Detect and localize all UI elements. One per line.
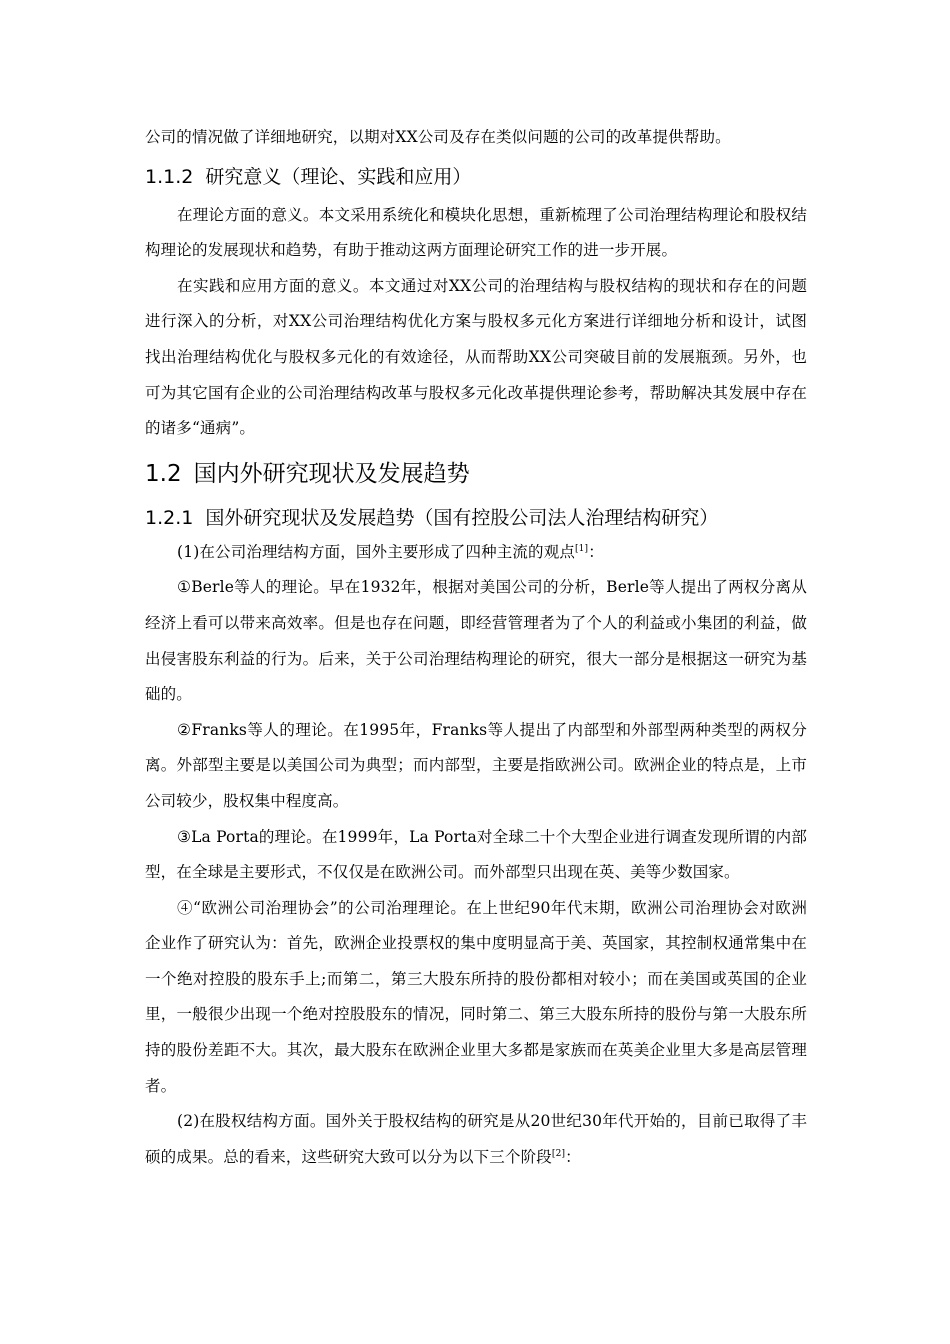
citation-ref-2: [2] [551, 1148, 566, 1159]
section-number: 1.2.1 [145, 506, 194, 529]
document-page [145, 120, 807, 1175]
section-title: 研究意义（理论、实践和应用） [205, 165, 472, 188]
section-heading-1-1-2 [145, 162, 807, 192]
paragraph-theory-significance: 在理论方面的意义。本文采用系统化和模块化思想，重新梳理了公司治理结构理论和股权结构理论的发展现状和趋势，有助于推动这两方面理论研究工作的进一步开展。 [145, 205, 807, 260]
paragraph-intro-continuation: 公司的情况做了详细地研究，以期对XX公司及存在类似问题的公司的改革提供帮助。 [145, 128, 731, 146]
paragraph-laporta-theory: ③La Porta的理论。在1999年，La Porta对全球二十个大型企业进行调查发现所谓的内部型，在全球是主要形式，不仅仅是在欧洲公司。而外部型只出现在英、美等少数国家。 [145, 827, 807, 882]
paragraph-punct: ： [565, 1147, 581, 1166]
section-title: 国内外研究现状及发展趋势 [193, 460, 470, 487]
paragraph-ecgi-theory: ④“欧洲公司治理协会”的公司治理理论。在上世纪90年代末期，欧洲公司治理协会对欧洲企业作了研究认为：首先，欧洲企业投票权的集中度明显高于美、英国家，其控制权通常集中在一个绝对控股的股东手上;而第二，第三大股东所持的股份都相对较小；而在美国或英国的企业里，一般很少出现一个绝对控股股东的情况，同时第二、第三大股东所持的股份与第一大股东所持的股份差距不大。其次，最大股东在欧洲企业里大多都是家族而在英美企业里大多是高层管理者。 [145, 898, 807, 1095]
paragraph-text: (2)在股权结构方面。国外关于股权结构的研究是从20世纪30年代开始的，目前已取得了丰硕的成果。总的看来，这些研究大致可以分为以下三个阶段 [145, 1112, 807, 1166]
section-number: 1.2 [145, 460, 182, 487]
section-title: 国外研究现状及发展趋势（国有控股公司法人治理结构研究） [205, 506, 719, 529]
paragraph-punct: ： [588, 542, 604, 561]
citation-ref-1: [1] [575, 543, 589, 554]
section-heading-1-2-1 [145, 503, 807, 533]
paragraph-text: (1)在公司治理结构方面，国外主要形成了四种主流的观点 [177, 542, 576, 561]
paragraph-ownership-structure [145, 1104, 807, 1175]
paragraph-franks-theory: ②Franks等人的理论。在1995年，Franks等人提出了内部型和外部型两种类型的两权分离。外部型主要是以美国公司为典型；而内部型，主要是指欧洲公司。欧洲企业的特点是，上市公司较少，股权集中程度高。 [145, 720, 807, 810]
paragraph-practice-significance: 在实践和应用方面的意义。本文通过对XX公司的治理结构与股权结构的现状和存在的问题进行深入的分析，对XX公司治理结构优化方案与股权多元化方案进行详细地分析和设计，试图找出治理结构优化与股权多元化的有效途径，从而帮助XX公司突破目前的发展瓶颈。另外，也可为其它国有企业的公司治理结构改革与股权多元化改革提供理论参考，帮助解决其发展中存在的诸多“通病”。 [145, 276, 807, 438]
paragraph-governance-views [145, 535, 807, 571]
section-heading-1-2 [145, 457, 807, 491]
section-number: 1.1.2 [145, 165, 194, 188]
paragraph-berle-theory: ①Berle等人的理论。早在1932年，根据对美国公司的分析，Berle等人提出了两权分离从经济上看可以带来高效率。但是也存在问题，即经营管理者为了个人的利益或小集团的利益，做出侵害股东利益的行为。后来，关于公司治理结构理论的研究，很大一部分是根据这一研究为基础的。 [145, 578, 807, 704]
